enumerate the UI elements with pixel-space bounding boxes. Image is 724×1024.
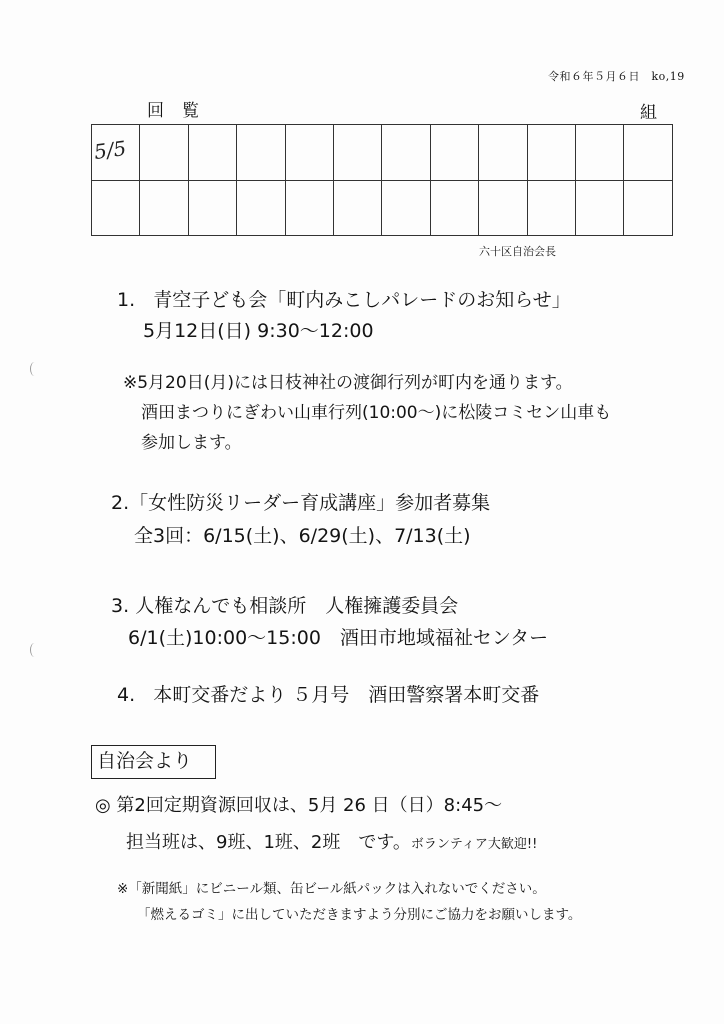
grid-cell [237,180,285,236]
item-1-datetime: 5月12日(日) 9:30～12:00 [143,320,374,342]
volunteer-welcome: ボランティア大歓迎!! [410,837,538,852]
punch-hole-mark [30,643,39,657]
circulation-label: 回覧 [147,101,217,121]
document-date: 令和６年５月６日 ko,19 [548,70,685,83]
grid-cell [285,180,333,236]
grid-cell [92,180,140,236]
section-title-box: 自治会より [91,745,216,779]
grid-cell [334,125,382,181]
item-2-schedule: 全3回：6/15(土)、6/29(土)、7/13(土) [134,525,471,547]
grid-cell [430,125,478,181]
item-1-title-line [117,287,571,314]
collection-teams-text: 担当班は、9班、1班、2班 です。 [126,832,411,853]
grid-cell [140,125,188,181]
issuer-name: 六十区自治会長 [479,245,556,258]
group-label: 組 [640,103,657,123]
grid-cell [527,125,575,181]
item-1-note-line: 参加します。 [141,433,242,453]
item-2-title: 「女性防災リーダー育成講座」参加者募集 [129,492,491,514]
item-3-title-line [111,593,458,620]
grid-cell [624,180,673,236]
grid-cell [334,180,382,236]
item-4-number: 4. [117,684,136,706]
grid-cell [479,180,527,236]
grid-cell [382,180,430,236]
grid-cell [140,180,188,236]
grid-cell [382,125,430,181]
grid-cell [479,125,527,181]
grid-cell [237,125,285,181]
grid-cell [188,180,236,236]
grid-cell [576,180,624,236]
item-1-note-line: ※5月20日(月)には日枝神社の渡御行列が町内を通ります。 [123,373,573,393]
handwritten-date-note: 5/5 [92,135,128,165]
grid-cell [576,125,624,181]
circulation-stamp-grid [91,124,673,236]
item-3-detail: 6/1(土)10:00～15:00 酒田市地域福祉センター [128,627,549,649]
item-1-number: 1. [117,289,136,311]
item-3-title: 人権なんでも相談所 人権擁護委員会 [135,595,459,617]
grid-cell [188,125,236,181]
grid-cell [285,125,333,181]
grid-cell [527,180,575,236]
caution-line: ※「新聞紙」にビニール類、缶ビール紙パックは入れないでください。 [117,881,546,897]
grid-cell [624,125,673,181]
item-4-line [117,682,539,709]
grid-row [92,180,673,236]
punch-hole-mark [30,362,39,376]
item-2-number: 2. [111,492,130,514]
item-4-title: 本町交番だより ５月号 酒田警察署本町交番 [153,684,540,706]
caution-line: 「燃えるゴミ」に出していただきますよう分別にご協力をお願いします。 [137,907,582,923]
grid-row [92,125,673,181]
item-1-title: 青空子ども会「町内みこしパレードのお知らせ」 [153,289,571,311]
collection-teams-line [126,828,537,854]
item-3-number: 3. [111,595,130,617]
collection-date-line: ◎ 第2回定期資源回収は、5月 26 日（日）8:45～ [95,795,503,816]
item-1-note-line: 酒田まつりにぎわい山車行列(10:00～)に松陵コミセン山車も [141,403,612,423]
grid-cell [430,180,478,236]
item-2-title-line [111,490,490,517]
